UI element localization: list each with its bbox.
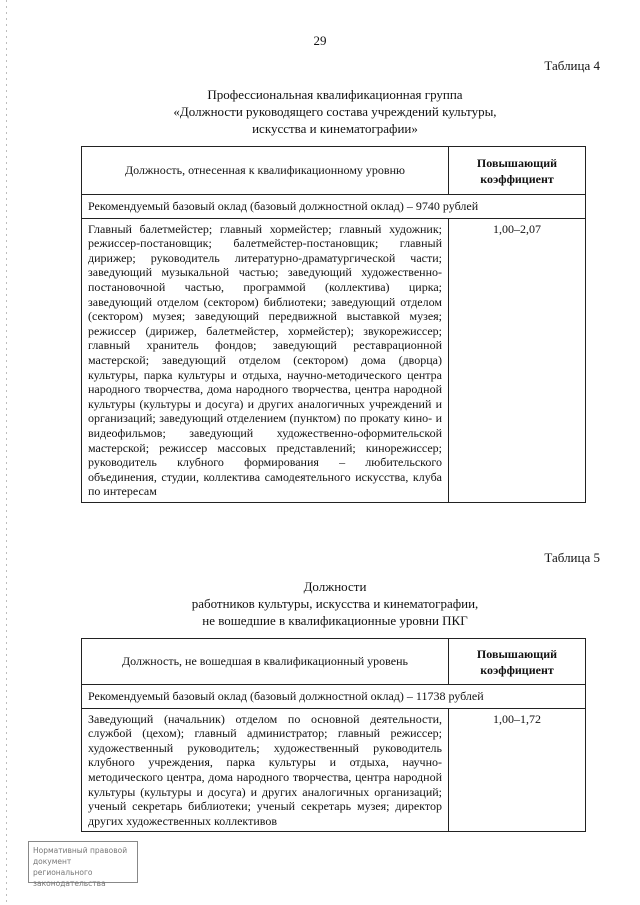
table4-col-coefficient <box>449 147 586 195</box>
table4-col-position: Должность, отнесенная к квалификационному уровню <box>82 147 449 195</box>
table5-salary-row <box>82 685 586 709</box>
table4 <box>81 146 586 503</box>
table4-heading-line: искусства и кинематографии» <box>252 121 418 136</box>
table5-positions: Заведующий (начальник) отделом по основной деятельности, службой (цехом); главный администратор; главный режиссер; художественный руководитель; художественный руководитель клубного учреждения, парка культуры и отдыха, научно-методического центра, дома народного творчества, центра народной культуры (культуры и досуга) и других аналогичных организаций; ученый секретарь библиотеки; ученый секретарь музея; директор других художественных коллективов <box>82 708 449 832</box>
table4-positions: Главный балетмейстер; главный хормейстер; главный художник; режиссер-постановщик; балетмейстер-постановщик; главный дирижер; руководитель литературно-драматургической части; заведующий музыкальной частью; заведующий художественно-постановочной частью, программой (коллектива) цирка; заведующий отделом (сектором) библиотеки; заведующий отделом (сектором) музея; заведующий передвижной выставкой музея; режиссер (дирижер, балетмейстер, хормейстер); звукорежиссер; главный хранитель фондов; заведующий реставрационной мастерской; заведующий отделом (сектором) дома (дворца) культуры, парка культуры и отдыха, научно-методического центра народного творчества, дома народного творчества, центра народной культуры (культуры и досуга) и других аналогичных учреждений и организаций; заведующий отделением (пунктом) по прокату кино- и видеофильмов; заведующий художественно-оформительской мастерской; режиссер массовых представлений; кинорежиссер; руководитель клубного формирования – любительского объединения, студии, коллектива самодеятельного искусства, клуба по интересам <box>82 218 449 502</box>
table5-heading-line: не вошедшие в квалификационные уровни ПКГ <box>202 613 468 628</box>
table5-heading-line: Должности <box>303 579 367 594</box>
table4-salary: Рекомендуемый базовый оклад (базовый должностной оклад) – 9740 рублей <box>82 195 586 219</box>
table5 <box>81 638 586 832</box>
stamp-line: документ регионального <box>33 857 93 877</box>
table4-header-row <box>82 147 586 195</box>
table4-row <box>82 218 586 502</box>
table5-salary: Рекомендуемый базовый оклад (базовый должностной оклад) – 11738 рублей <box>82 685 586 709</box>
table5-heading <box>80 578 590 629</box>
table5-label: Таблица 5 <box>544 550 600 565</box>
stamp-line: Нормативный правовой <box>33 846 128 855</box>
table4-col-coefficient-line: Повышающий <box>476 155 558 170</box>
page-edge <box>6 0 7 905</box>
table5-coefficient: 1,00–1,72 <box>449 708 586 832</box>
table4-heading <box>80 86 590 137</box>
table5-col-coefficient <box>449 639 586 685</box>
stamp-line: законодательства <box>33 879 106 888</box>
table5-col-coefficient-line: Повышающий <box>476 646 558 661</box>
table4-salary-row <box>82 195 586 219</box>
table5-row <box>82 708 586 832</box>
registry-stamp <box>28 841 138 888</box>
page-number: 29 <box>313 33 327 48</box>
table5-header-row <box>82 639 586 685</box>
table4-coefficient: 1,00–2,07 <box>449 218 586 502</box>
table4-heading-line: Профессиональная квалификационная группа <box>207 87 463 102</box>
table5-heading-line: работников культуры, искусства и кинематографии, <box>191 596 479 611</box>
table4-heading-line: «Должности руководящего состава учреждений культуры, <box>173 104 497 119</box>
table4-label: Таблица 4 <box>544 58 600 73</box>
table5-col-coefficient-line: коэффициент <box>480 662 554 677</box>
table4-col-coefficient-line: коэффициент <box>480 171 554 186</box>
table5-col-position: Должность, не вошедшая в квалификационный уровень <box>82 639 449 685</box>
